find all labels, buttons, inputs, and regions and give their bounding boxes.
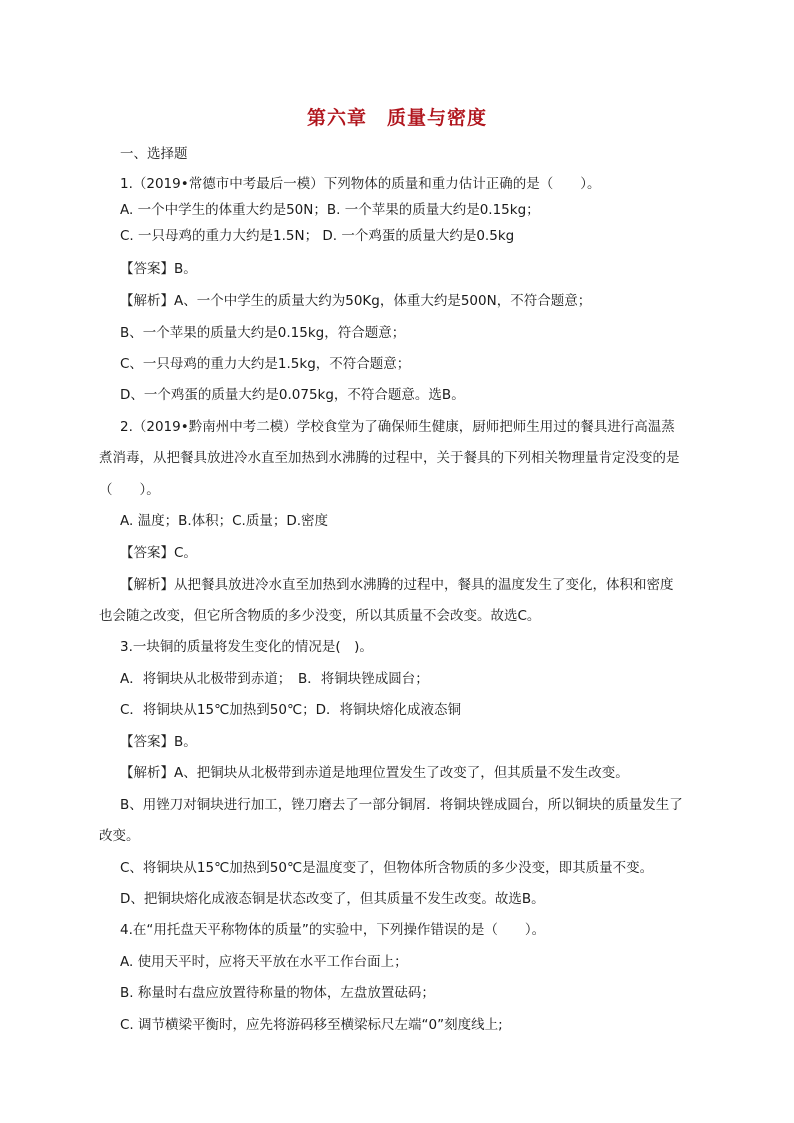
question-1-options-cd: C. 一只母鸡的重力大约是1.5N； D. 一个鸡蛋的质量大约是0.5kg <box>120 228 515 244</box>
question-4-option-b: B. 称量时右盘应放置待称量的物体，左盘放置砝码； <box>120 985 435 1001</box>
question-4-option-a: A. 使用天平时，应将天平放在水平工作台面上； <box>120 954 408 970</box>
question-3-analysis-d: D、把铜块熔化成液态铜是状态改变了，但其质量不发生改变。故选B。 <box>120 891 545 907</box>
question-2-answer: 【答案】C。 <box>120 545 197 561</box>
question-1-options-ab: A. 一个中学生的体重大约是50N；B. 一个苹果的质量大约是0.15kg； <box>120 202 540 218</box>
question-3-analysis-b-line1: B、用锉刀对铜块进行加工，锉刀磨去了一部分铜屑．将铜块锉成圆台，所以铜块的质量发生了 <box>120 797 683 813</box>
question-1-analysis-c: C、一只母鸡的重力大约是1.5kg，不符合题意； <box>120 356 411 372</box>
question-1-analysis-d: D、一个鸡蛋的质量大约是0.075kg，不符合题意。选B。 <box>120 387 465 403</box>
question-3-analysis-a: 【解析】A、把铜块从北极带到赤道是地理位置发生了改变了，但其质量不发生改变。 <box>120 765 629 781</box>
question-2-options: A. 温度；B.体积；C.质量；D.密度 <box>120 513 329 529</box>
question-3-options-cd: C．将铜块从15℃加热到50℃；D．将铜块熔化成液态铜 <box>120 702 461 718</box>
question-3-analysis-c: C、将铜块从15℃加热到50℃是温度变了，但物体所含物质的多少没变，即其质量不变。 <box>120 860 654 876</box>
question-3-answer: 【答案】B。 <box>120 734 197 750</box>
question-2-analysis-line2: 也会随之改变，但它所含物质的多少没变，所以其质量不会改变。故选C。 <box>99 608 541 624</box>
question-2-stem-line3: （ ）。 <box>99 482 160 498</box>
section-heading: 一、选择题 <box>120 146 188 162</box>
question-1-stem: 1.（2019•常德市中考最后一模）下列物体的质量和重力估计正确的是（ ）。 <box>120 176 601 192</box>
question-1-answer: 【答案】B。 <box>120 261 197 277</box>
question-4-stem: 4.在“用托盘天平称物体的质量”的实验中，下列操作错误的是（ ）。 <box>120 922 546 938</box>
question-4-option-c: C. 调节横梁平衡时，应先将游码移至横梁标尺左端“0”刻度线上; <box>120 1017 503 1033</box>
page-title: 第六章 质量与密度 <box>306 107 487 129</box>
question-3-options-ab: A．将铜块从北极带到赤道； B．将铜块锉成圆台； <box>120 671 429 687</box>
question-3-analysis-b-line2: 改变。 <box>99 828 140 844</box>
question-1-analysis-b: B、一个苹果的质量大约是0.15kg，符合题意； <box>120 325 406 341</box>
question-2-analysis-line1: 【解析】从把餐具放进冷水直至加热到水沸腾的过程中，餐具的温度发生了变化，体积和密度 <box>120 577 674 593</box>
question-3-stem: 3.一块铜的质量将发生变化的情况是( )。 <box>120 639 373 655</box>
question-1-analysis-a: 【解析】A、一个中学生的质量大约为50Kg，体重大约是500N，不符合题意； <box>120 293 592 309</box>
question-2-stem-line2: 煮消毒，从把餐具放进冷水直至加热到水沸腾的过程中，关于餐具的下列相关物理量肯定没变的是 <box>99 450 680 466</box>
question-2-stem-line1: 2.（2019•黔南州中考二模）学校食堂为了确保师生健康，厨师把师生用过的餐具进行高温蒸 <box>120 419 675 435</box>
